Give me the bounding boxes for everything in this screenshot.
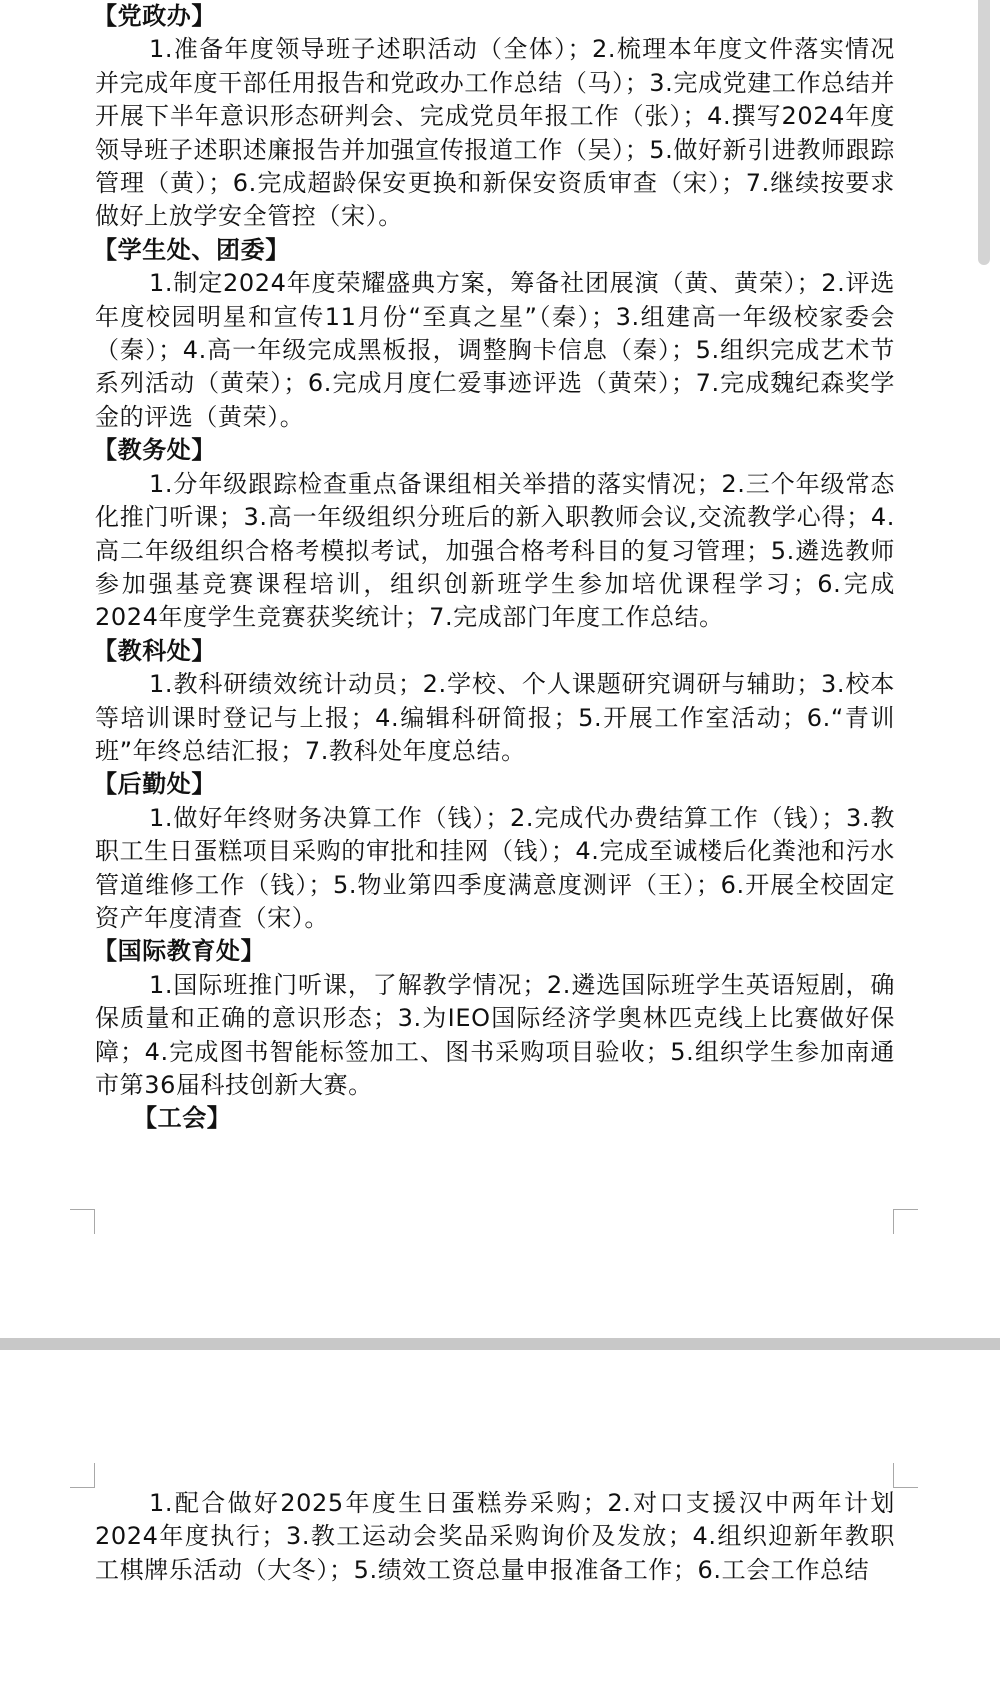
page-margin-corner-mark — [893, 1209, 918, 1234]
section-title-student-affairs: 【学生处、团委】 — [93, 235, 290, 264]
section-body-union: 1.配合做好2025年度生日蛋糕券采购；2.对口支援汉中两年计划2024年度执行；3.教工运动会奖品采购询价及发放；4.组织迎新年教职工棋牌乐活动（大冬）；5.绩效工资总量申报准备工作；6.工会工作总结 — [95, 1489, 895, 1584]
section-title-logistics: 【后勤处】 — [93, 770, 216, 799]
section-body-logistics: 1.做好年终财务决算工作（钱）；2.完成代办费结算工作（钱）；3.教职工生日蛋糕项目采购的审批和挂网（钱）；4.完成至诚楼后化粪池和污水管道维修工作（钱）；5.物业第四季度满意度测评（王）；6.开展全校固定资产年度清查（宋）。 — [95, 803, 895, 932]
page-2-content — [95, 1487, 895, 1587]
page-separator — [0, 1338, 1000, 1350]
vertical-scrollbar-thumb[interactable] — [978, 0, 990, 265]
section-title-research-office: 【教科处】 — [93, 636, 216, 665]
document-page-2 — [0, 1350, 1000, 1692]
section-body-student-affairs: 1.制定2024年度荣耀盛典方案，筹备社团展演（黄、黄荣）；2.评选年度校园明星和宣传11月份“至真之星”（秦）；3.组建高一年级校家委会（秦）；4.高一年级完成黑板报，调整胸卡信息（秦）；5.组织完成艺术节系列活动（黄荣）；6.完成月度仁爱事迹评选（黄荣）；7.完成魏纪森奖学金的评选（黄荣）。 — [95, 269, 895, 431]
page-margin-corner-mark — [70, 1463, 95, 1488]
section-title-academic-affairs: 【教务处】 — [93, 436, 216, 465]
page-1-content — [95, 0, 895, 1136]
page-margin-corner-mark — [893, 1463, 918, 1488]
section-title-international: 【国际教育处】 — [93, 937, 266, 966]
section-body-academic-affairs: 1.分年级跟踪检查重点备课组相关举措的落实情况；2.三个年级常态化推门听课；3.高一年级组织分班后的新入职教师会议,交流教学心得；4.高二年级组织合格考模拟考试，加强合格考科目的复习管理；5.遴选教师参加强基竞赛课程培训，组织创新班学生参加培优课程学习；6.完成2024年度学生竞赛获奖统计；7.完成部门年度工作总结。 — [95, 469, 895, 632]
page-margin-corner-mark — [70, 1209, 95, 1234]
section-body-international: 1.国际班推门听课，了解教学情况；2.遴选国际班学生英语短剧，确保质量和正确的意识形态；3.为IEO国际经济学奥林匹克线上比赛做好保障；4.完成图书智能标签加工、图书采购项目验收；5.组织学生参加南通市第36届科技创新大赛。 — [95, 970, 895, 1099]
section-title-union: 【工会】 — [133, 1104, 232, 1133]
section-body-research-office: 1.教科研绩效统计动员；2.学校、个人课题研究调研与辅助；3.校本等培训课时登记与上报；4.编辑科研简报；5.开展工作室活动；6.“青训班”年终总结汇报；7.教科处年度总结。 — [95, 670, 895, 765]
section-title-party-office: 【党政办】 — [93, 2, 216, 30]
section-body-party-office: 1.准备年度领导班子述职活动（全体）；2.梳理本年度文件落实情况并完成年度干部任用报告和党政办工作总结（马）；3.完成党建工作总结并开展下半年意识形态研判会、完成党员年报工作（张）；4.撰写2024年度领导班子述职述廉报告并加强宣传报道工作（吴）；5.做好新引进教师跟踪管理（黄）；6.完成超龄保安更换和新保安资质审查（宋）；7.继续按要求做好上放学安全管控（宋）。 — [95, 35, 895, 231]
